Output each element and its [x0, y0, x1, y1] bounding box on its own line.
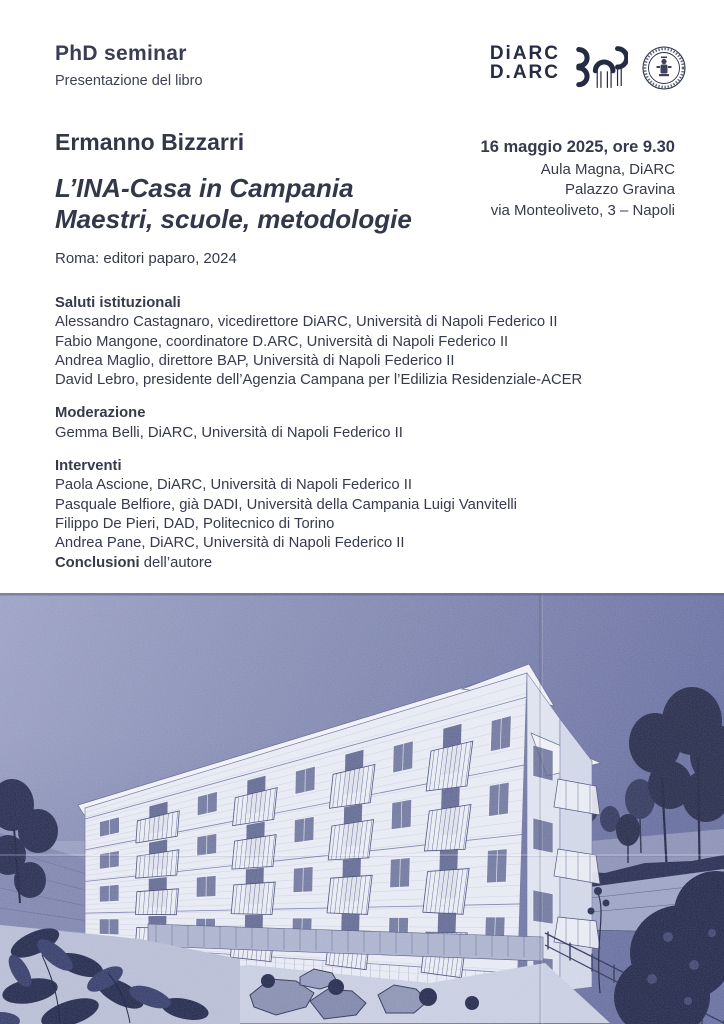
- book-title-line2: Maestri, scuole, metodologie: [55, 204, 412, 234]
- speaker-line: Andrea Maglio, direttore BAP, Università di Napoli Federico II: [55, 352, 455, 369]
- diarc-logo-line2: D.ARC: [489, 62, 560, 83]
- speaker-line: Paola Ascione, DiARC, Università di Napoli Federico II: [55, 477, 412, 494]
- book-title: [55, 173, 412, 235]
- speaker-line: David Lebro, presidente dell’Agenzia Campana per l’Edilizia Residenziale-ACER: [55, 372, 583, 389]
- logo-row: [490, 44, 688, 97]
- section-heading-interventi: Interventi: [55, 458, 122, 475]
- section-heading-moderazione: Moderazione: [55, 405, 146, 422]
- header: [55, 42, 203, 89]
- conclusions-line: [55, 554, 685, 573]
- event-venue: Aula Magna, DiARC: [540, 160, 675, 178]
- artwork-image: [0, 593, 724, 1024]
- series-subtitle: Presentazione del libro: [55, 73, 203, 89]
- conclusions-bold: Conclusioni: [55, 554, 140, 571]
- section-heading-saluti: Saluti istituzionali: [55, 295, 181, 311]
- author-name: Ermanno Bizzarri: [55, 129, 245, 155]
- speaker-line: Alessandro Castagnaro, vicedirettore DiARC, Università di Napoli Federico II: [55, 314, 558, 331]
- publisher-line: Roma: editori paparo, 2024: [55, 250, 237, 267]
- blueprint-building-drawing: [0, 593, 724, 1024]
- university-seal-icon: [640, 44, 688, 97]
- paper-grain: [0, 593, 724, 1024]
- speaker-line: Filippo De Pieri, DAD, Politecnico di Torino: [55, 515, 335, 532]
- bap-logo-icon: [572, 44, 628, 97]
- conclusions-rest: dell’autore: [139, 554, 213, 571]
- event-address: via Monteoliveto, 3 – Napoli: [490, 201, 675, 219]
- event-building: Palazzo Gravina: [564, 181, 675, 198]
- speaker-line: Fabio Mangone, coordinatore D.ARC, Università di Napoli Federico II: [55, 333, 509, 350]
- event-datetime: 16 maggio 2025, ore 9.30: [480, 138, 675, 156]
- speaker-line: Gemma Belli, DiARC, Università di Napoli Federico II: [55, 424, 403, 441]
- program-sections: [55, 294, 685, 573]
- book-title-line1: L’INA-Casa in Campania: [55, 173, 354, 203]
- event-details: [481, 137, 675, 221]
- series-title: PhD seminar: [55, 42, 187, 65]
- speaker-line: Pasquale Belfiore, già DADI, Università della Campania Luigi Vanvitelli: [55, 496, 517, 513]
- diarc-logo: [490, 44, 560, 82]
- diarc-logo-line1: DiARC: [489, 43, 560, 64]
- speaker-line: Andrea Pane, DiARC, Università di Napoli Federico II: [55, 535, 405, 552]
